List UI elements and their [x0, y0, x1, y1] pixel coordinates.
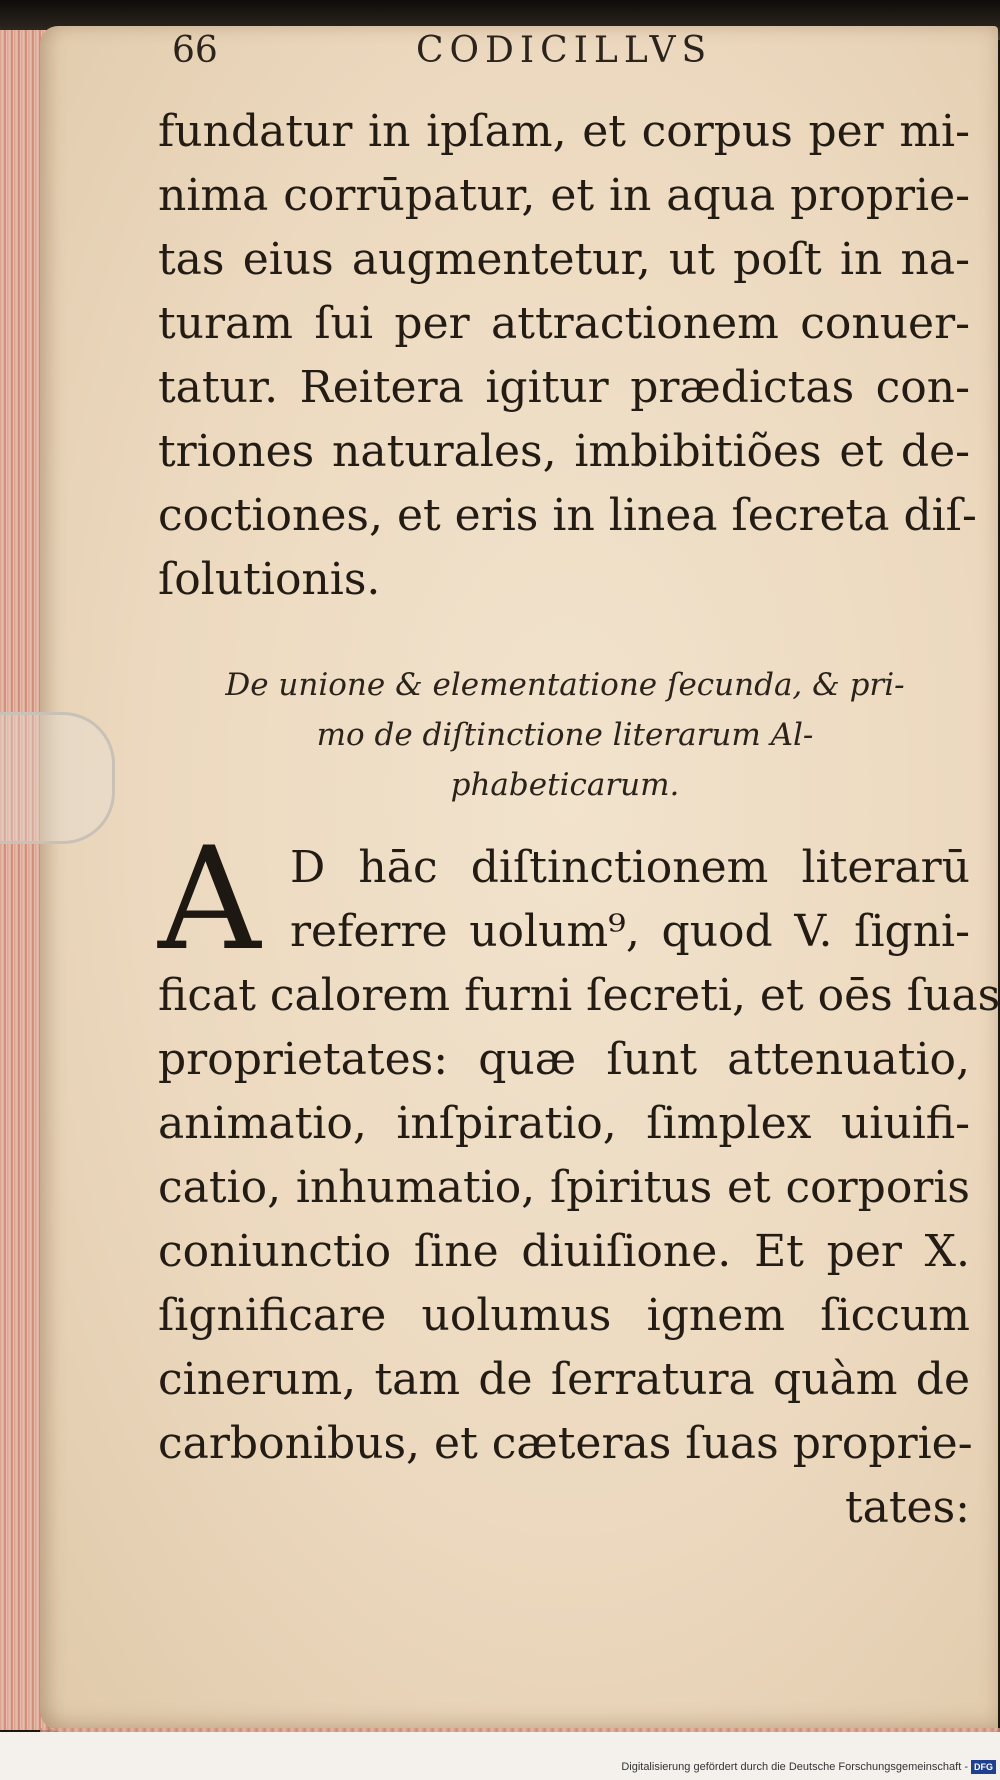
paragraph-1: [158, 100, 977, 612]
text-line: carbonibus, et cæteras ſuas proprie-: [158, 1418, 973, 1469]
catchword: tates:: [844, 1482, 970, 1533]
page-header: [0, 30, 1000, 80]
paragraph-2-opening: [290, 836, 970, 964]
page-number: 66: [172, 30, 218, 71]
text-line: coctiones, et eris in linea ſecreta diſ-: [158, 490, 977, 541]
page-clip-icon: [0, 712, 115, 844]
text-line: ficat calorem furni ſecreti, et oēs ſuas: [158, 970, 1000, 1021]
heading-line: De unione & elementatione ſecunda, & pri-: [225, 667, 905, 703]
text-line: tas eius augmentetur, ut poſt in na-: [158, 234, 970, 285]
text-line: animatio, inſpiratio, ſimplex uiuifi-: [158, 1098, 970, 1149]
text-line: ſignificare uolumus ignem ſiccum: [158, 1290, 970, 1341]
text-line: triones naturales, imbibitiões et de-: [158, 426, 970, 477]
text-line: turam ſui per attractionem conuer-: [158, 298, 970, 349]
digitization-credit: [600, 1760, 996, 1774]
text-line: catio, inhumatio, ſpiritus et corporis: [158, 1162, 970, 1213]
text-line: cinerum, tam de ſerratura quàm de: [158, 1354, 970, 1405]
heading-line: phabeticarum.: [450, 767, 680, 803]
section-heading: [170, 660, 960, 810]
heading-line: mo de diſtinctione literarum Al-: [316, 717, 814, 753]
running-head: CODICILLVS: [416, 30, 713, 71]
text-line: proprietates: quæ ſunt attenuatio,: [158, 1034, 970, 1085]
text-line: tatur. Reitera igitur prædictas con-: [158, 362, 970, 413]
text-line: fundatur in ipſam, et corpus per mi-: [158, 106, 970, 157]
text-line: D hāc diſtinctionem literarū: [290, 842, 970, 893]
text-line: ſolutionis.: [158, 554, 381, 605]
drop-cap: A: [158, 817, 261, 982]
text-line: referre uolum⁹, quod V. ſigni-: [290, 906, 970, 957]
dfg-logo: DFG: [971, 1760, 996, 1774]
text-line: coniunctio ſine diuiſione. Et per X.: [158, 1226, 970, 1277]
paragraph-2: [158, 964, 1000, 1540]
text-line: nima corrūpatur, et in aqua proprie-: [158, 170, 970, 221]
credit-text: Digitalisierung gefördert durch die Deutsche Forschungsgemeinschaft -: [621, 1761, 968, 1773]
